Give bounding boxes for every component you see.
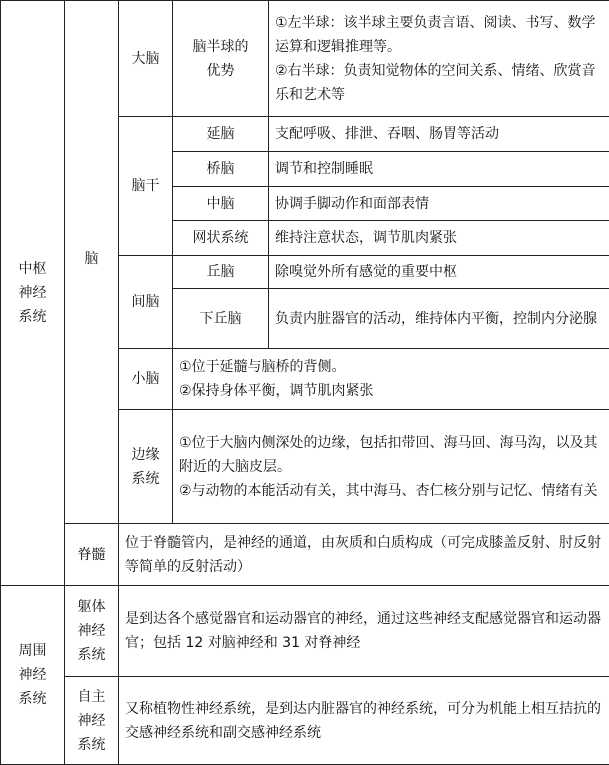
diencephalon-label: 间脑 [119,256,173,349]
cerebrum-desc: ①左半球：该半球主要负责言语、阅读、书写、数学运算和逻辑推理等。 ②右半球：负责知觉物体的空间关系、情绪、欣赏音乐和艺术等 [269,1,609,117]
brainstem-item-desc: 维持注意状态，调节肌肉紧张 [269,221,609,256]
diencephalon-item-name: 下丘脑 [173,289,269,349]
autonomic-desc: 又称植物性神经系统，是到达内脏器官的神经系统，可分为机能上相互拮抗的交感神经系统和副交感神经系统 [119,677,609,765]
brain-label: 脑 [65,1,119,524]
cerebellum-label: 小脑 [119,349,173,410]
cns-label: 中枢 神经 系统 [1,1,65,586]
brainstem-label: 脑干 [119,117,173,256]
spinal-desc: 位于脊髓管内，是神经的通道，由灰质和白质构成（可完成膝盖反射、肘反射等简单的反射活动） [119,524,609,586]
brainstem-item-desc: 调节和控制睡眠 [269,152,609,187]
brainstem-item-name: 桥脑 [173,152,269,187]
cerebrum-label: 大脑 [119,1,173,117]
cerebrum-sub-label: 脑半球的 优势 [173,1,269,117]
brainstem-item-name: 中脑 [173,187,269,221]
cerebellum-desc: ①位于延髓与脑桥的背侧。 ②保持身体平衡，调节肌肉紧张 [173,349,609,410]
brainstem-item-desc: 协调手脚动作和面部表情 [269,187,609,221]
somatic-desc: 是到达各个感觉器官和运动器官的神经，通过这些神经支配感觉器官和运动器官；包括 12 对脑神经和 31 对脊神经 [119,586,609,677]
brainstem-item-desc: 支配呼吸、排泄、吞咽、肠胃等活动 [269,117,609,152]
brainstem-item-name: 延脑 [173,117,269,152]
diencephalon-item-name: 丘脑 [173,256,269,289]
diencephalon-item-desc: 负责内脏器官的活动，维持体内平衡，控制内分泌腺 [269,289,609,349]
somatic-label: 躯体 神经 系统 [65,586,119,677]
limbic-label: 边缘 系统 [119,410,173,524]
diencephalon-item-desc: 除嗅觉外所有感觉的重要中枢 [269,256,609,289]
limbic-desc: ①位于大脑内侧深处的边缘，包括扣带回、海马回、海马沟，以及其附近的大脑皮层。 ②与动物的本能活动有关，其中海马、杏仁核分别与记忆、情绪有关 [173,410,609,524]
brainstem-item-name: 网状系统 [173,221,269,256]
pns-label: 周围 神经 系统 [1,586,65,765]
autonomic-label: 自主 神经 系统 [65,677,119,765]
spinal-label: 脊髓 [65,524,119,586]
